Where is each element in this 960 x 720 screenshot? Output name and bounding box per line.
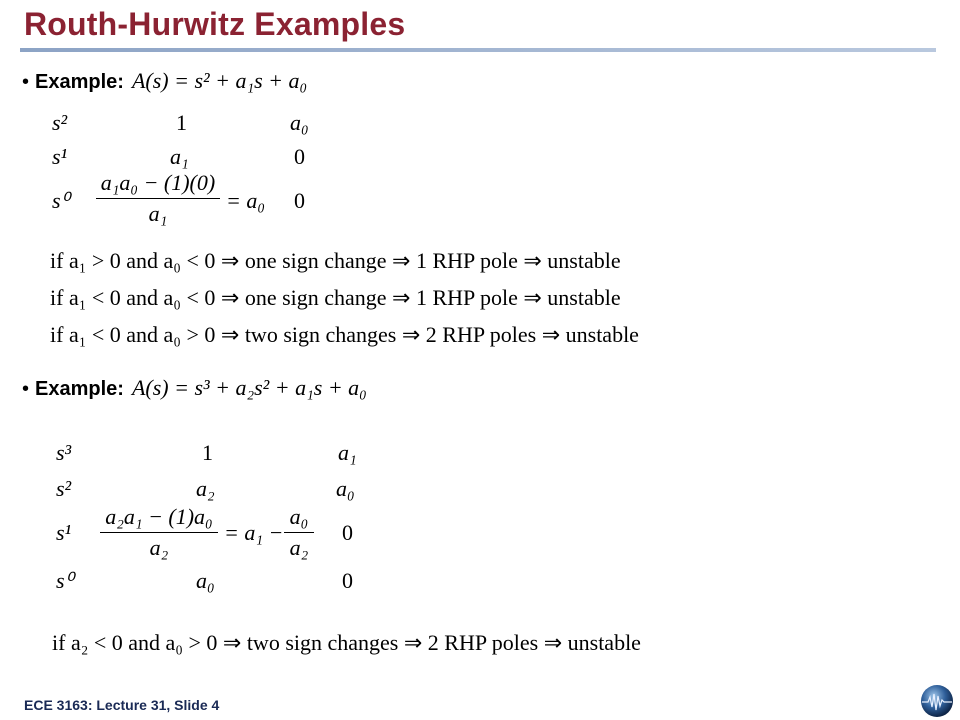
example1-equation: A(s) = s² + a₁s + a₀ — [131, 68, 308, 93]
r1-row3-c2: 0 — [294, 188, 305, 213]
fraction-bar — [100, 532, 218, 533]
r2-row3-fraction — [100, 504, 218, 561]
r1-row3-rhs: = a₀ — [226, 188, 265, 213]
r1-row2-power: s¹ — [52, 144, 68, 169]
r1-row3-fraction — [96, 170, 220, 227]
fraction-denominator: a₂ — [149, 535, 169, 560]
fraction-bar — [96, 198, 220, 199]
bullet-dot: • — [22, 71, 30, 93]
bullet-dot: • — [22, 378, 30, 400]
slide-footer: ECE 3163: Lecture 31, Slide 4 — [24, 697, 220, 713]
fraction-bar — [284, 532, 314, 533]
example2-bullet — [22, 375, 367, 401]
r2-row1-c2: a₁ — [338, 440, 357, 465]
condition-example2: if a₂ < 0 and a₀ > 0 ⇒ two sign changes ⇒ 2 RHP poles ⇒ unstable — [52, 630, 641, 655]
title-underline — [20, 48, 936, 52]
r1-row2-c2: 0 — [294, 144, 305, 169]
fraction-numerator: a₀ — [289, 504, 309, 529]
r2-row4-power: s⁰ — [56, 568, 74, 593]
example1-label: Example: — [35, 71, 124, 93]
fraction-denominator: a₂ — [289, 535, 309, 560]
example2-label: Example: — [35, 378, 124, 400]
r1-row1-c1: 1 — [176, 110, 187, 135]
r2-row2-c2: a₀ — [336, 476, 355, 501]
fraction-numerator: a₁a₀ − (1)(0) — [100, 170, 216, 195]
r2-row2-power: s² — [56, 476, 72, 501]
r1-row2-c1: a₁ — [170, 144, 189, 169]
r2-row2-c1: a₂ — [196, 476, 215, 501]
fraction-denominator: a₁ — [148, 201, 168, 226]
r1-row1-c2: a₀ — [290, 110, 309, 135]
r2-row3-rhs: = a₁ − — [224, 520, 284, 545]
r2-row4-c1: a₀ — [196, 568, 215, 593]
slide-title: Routh-Hurwitz Examples — [24, 6, 406, 42]
r2-row3-c2: 0 — [342, 520, 353, 545]
r2-row1-power: s³ — [56, 440, 72, 465]
r2-row3-small-fraction — [284, 504, 314, 561]
fraction-numerator: a₂a₁ − (1)a₀ — [105, 504, 213, 529]
r1-row3-power: s⁰ — [52, 188, 70, 213]
condition-3: if a₁ < 0 and a₀ > 0 ⇒ two sign changes ⇒ 2 RHP poles ⇒ unstable — [50, 322, 639, 347]
example2-equation: A(s) = s³ + a₂s² + a₁s + a₀ — [131, 375, 367, 400]
r2-row4-c2: 0 — [342, 568, 353, 593]
r2-row3-power: s¹ — [56, 520, 72, 545]
condition-2: if a₁ < 0 and a₀ < 0 ⇒ one sign change ⇒ 1 RHP pole ⇒ unstable — [50, 285, 621, 310]
example1-bullet — [22, 68, 307, 94]
r1-row1-power: s² — [52, 110, 68, 135]
globe-logo-icon — [920, 684, 954, 718]
condition-1: if a₁ > 0 and a₀ < 0 ⇒ one sign change ⇒ 1 RHP pole ⇒ unstable — [50, 248, 621, 273]
r2-row1-c1: 1 — [202, 440, 213, 465]
